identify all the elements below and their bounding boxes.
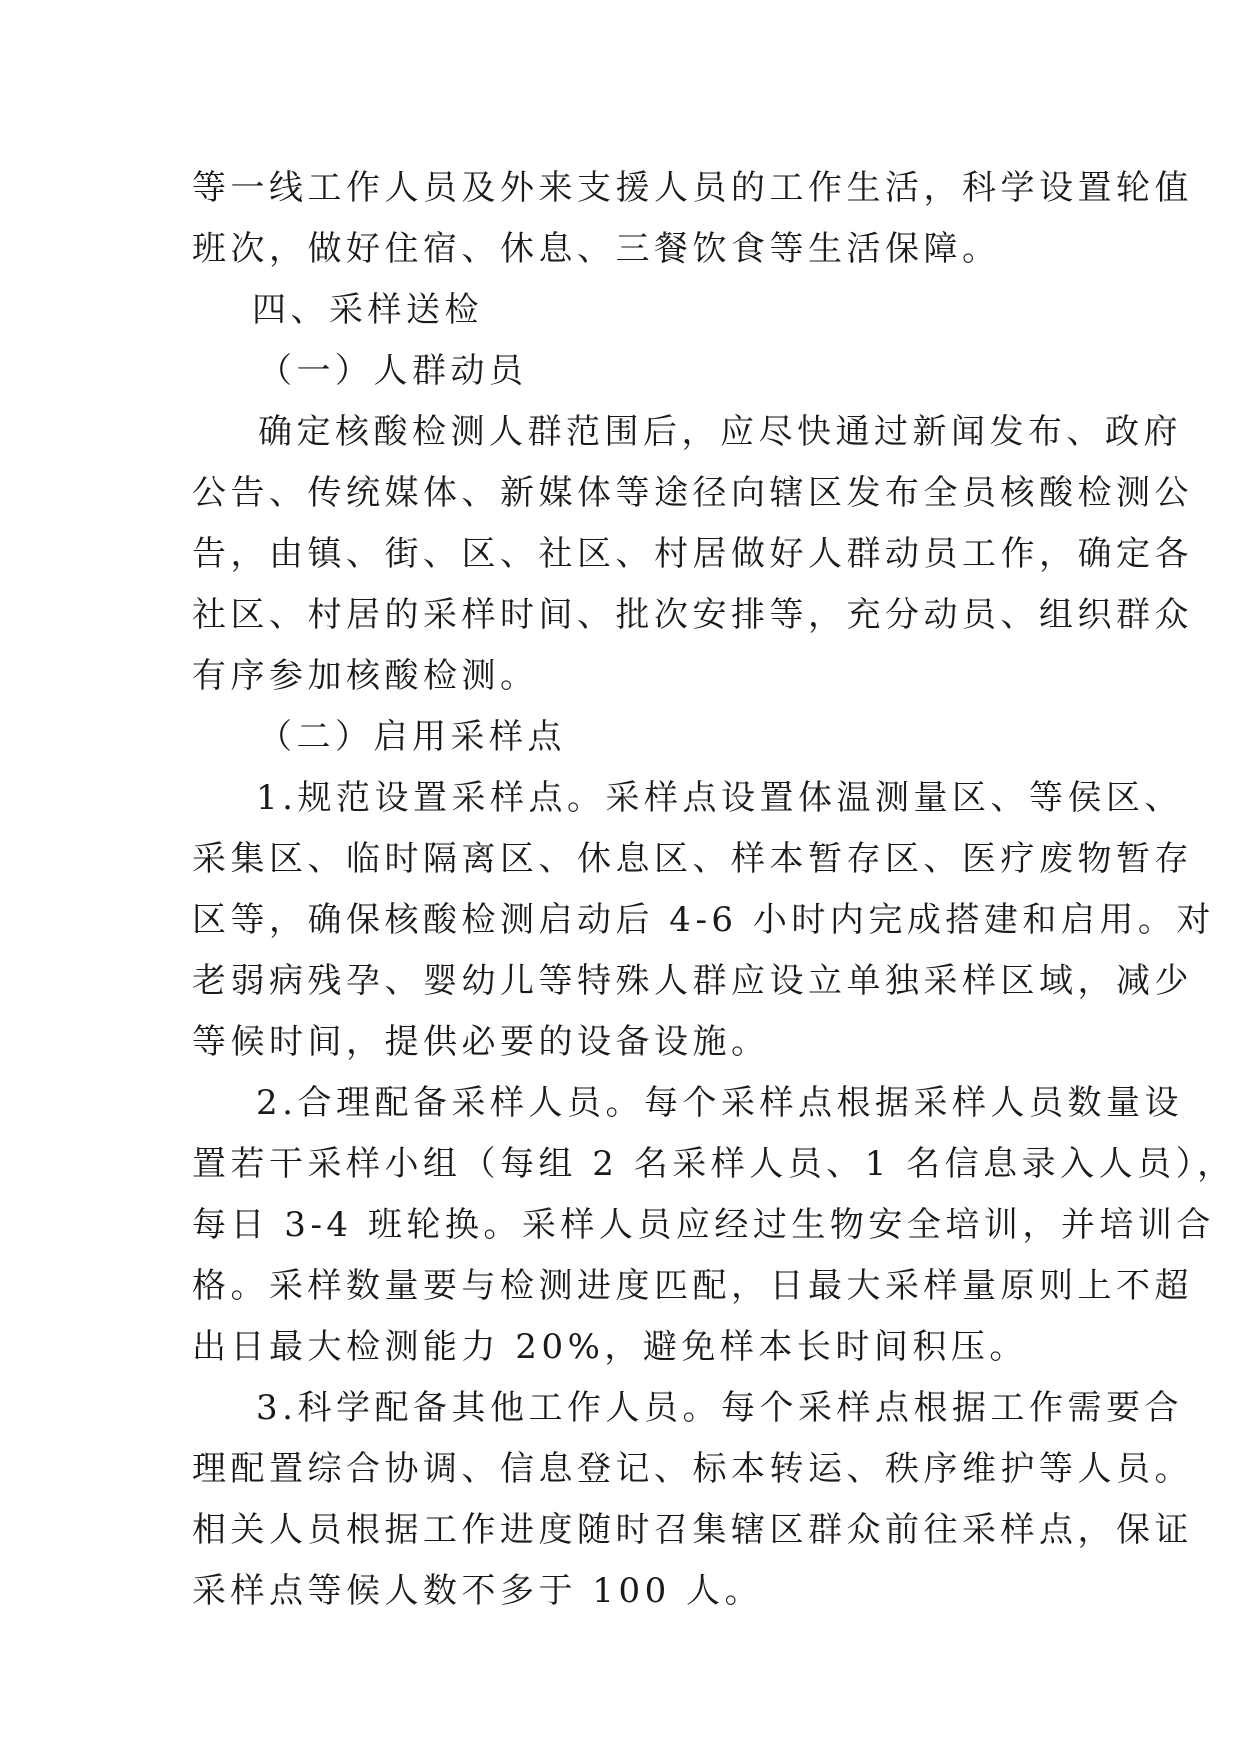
paragraph-line: 相关人员根据工作进度随时召集辖区群众前往采样点，保证	[192, 1510, 1193, 1550]
paragraph-line: 3.科学配备其他工作人员。每个采样点根据工作需要合	[256, 1388, 1183, 1428]
paragraph-line: 区等，确保核酸检测启动后 4-6 小时内完成搭建和启用。对	[192, 900, 1215, 940]
paragraph-line: 采集区、临时隔离区、休息区、样本暂存区、医疗废物暂存	[192, 839, 1193, 879]
section-heading: 四、采样送检	[252, 290, 483, 330]
paragraph-line: 2.合理配备采样人员。每个采样点根据采样人员数量设	[256, 1083, 1183, 1123]
paragraph-line: 置若干采样小组（每组 2 名采样人员、1 名信息录入人员），	[192, 1144, 1236, 1184]
paragraph-line: 等候时间，提供必要的设备设施。	[192, 1022, 770, 1062]
paragraph-line: 格。采样数量要与检测进度匹配，日最大采样量原则上不超	[192, 1266, 1193, 1306]
subsection-heading: （一）人群动员	[258, 351, 528, 391]
paragraph-line: 确定核酸检测人群范围后，应尽快通过新闻发布、政府	[258, 412, 1182, 452]
paragraph-line: 告，由镇、街、区、社区、村居做好人群动员工作，确定各	[192, 534, 1193, 574]
paragraph-line: 社区、村居的采样时间、批次安排等，充分动员、组织群众	[192, 595, 1193, 635]
paragraph-line: 班次，做好住宿、休息、三餐饮食等生活保障。	[192, 229, 1001, 269]
paragraph-line: 公告、传统媒体、新媒体等途径向辖区发布全员核酸检测公	[192, 473, 1193, 513]
paragraph-line: 1.规范设置采样点。采样点设置体温测量区、等侯区、	[256, 778, 1183, 818]
paragraph-line: 出日最大检测能力 20%，避免样本长时间积压。	[192, 1327, 1028, 1367]
paragraph-line: 采样点等候人数不多于 100 人。	[192, 1571, 764, 1611]
subsection-heading: （二）启用采样点	[258, 717, 566, 757]
paragraph-line: 每日 3-4 班轮换。采样人员应经过生物安全培训，并培训合	[192, 1205, 1215, 1245]
paragraph-line: 等一线工作人员及外来支援人员的工作生活，科学设置轮值	[192, 168, 1193, 208]
paragraph-line: 理配置综合协调、信息登记、标本转运、秩序维护等人员。	[192, 1449, 1193, 1489]
paragraph-line: 有序参加核酸检测。	[192, 656, 539, 696]
paragraph-line: 老弱病残孕、婴幼儿等特殊人群应设立单独采样区域，减少	[192, 961, 1193, 1001]
document-body	[192, 158, 1236, 1622]
